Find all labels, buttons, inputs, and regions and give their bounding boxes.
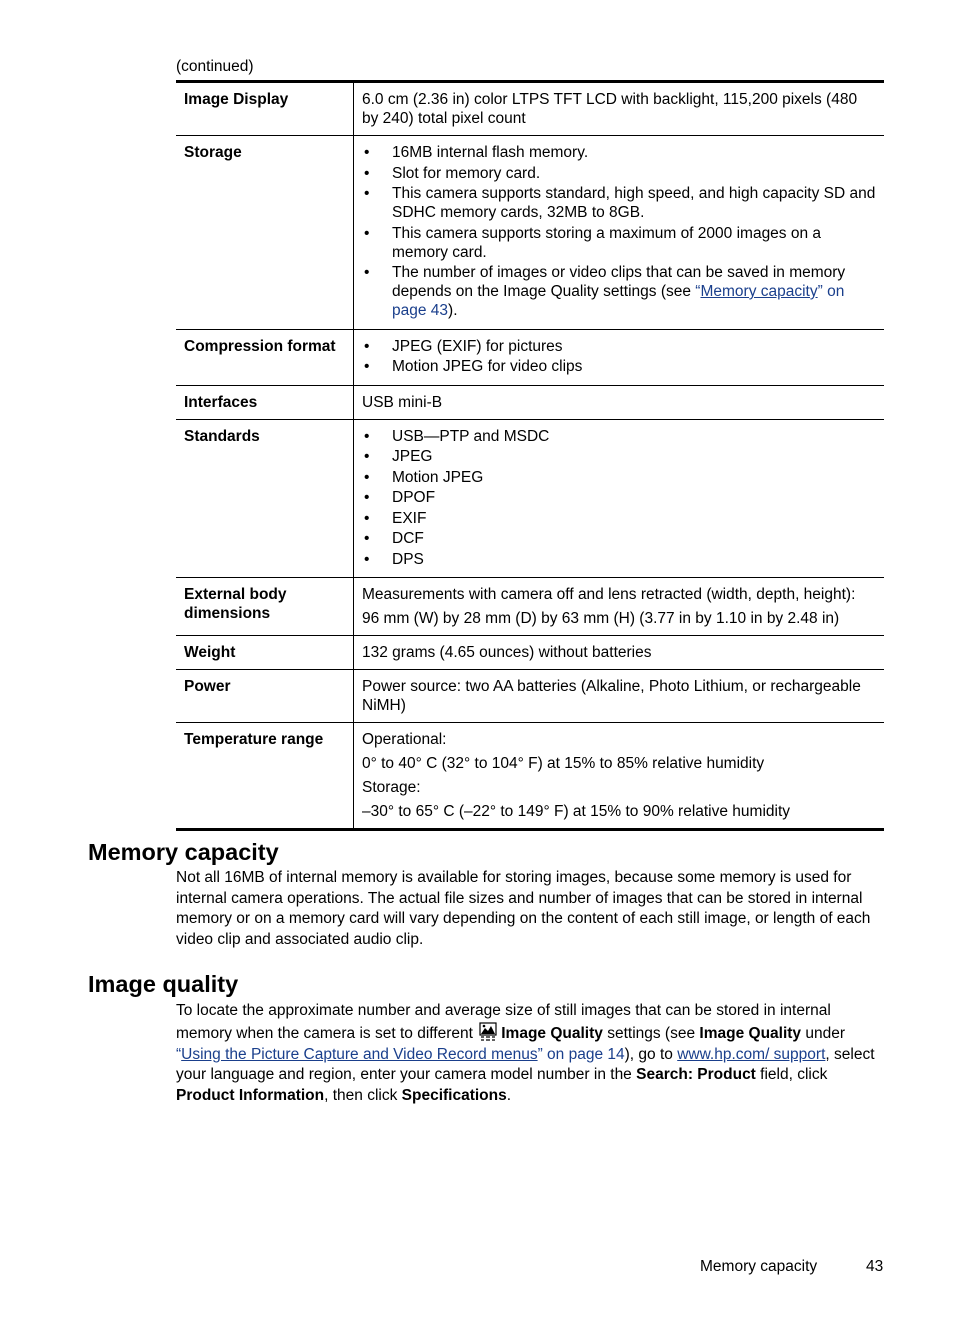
footer-section-title: Memory capacity — [700, 1258, 818, 1275]
image-quality-heading: Image quality — [88, 971, 239, 997]
list-item-text: The number of images or video clips that can be saved in memory depends on the Image Quality settings (see — [392, 264, 846, 300]
text-run: To locate the approximate number and average size of still images that can be stored in internal memory when the camera is set to different — [176, 1002, 831, 1042]
text-run: Specifications — [401, 1087, 507, 1105]
text-run: settings (see — [602, 1024, 700, 1042]
row-value — [354, 670, 885, 723]
list-item: • JPEG — [362, 447, 876, 466]
link-page-ref: ” on page 43 — [392, 283, 845, 319]
image-quality-icon — [479, 1022, 497, 1042]
text-run: field, click — [755, 1066, 828, 1084]
text-run: , select your language and region, enter your camera model number in the — [176, 1045, 875, 1084]
list-item: • Slot for memory card. — [362, 164, 876, 183]
list-item: • USB—PTP and MSDC — [362, 427, 876, 446]
list-item: • Motion JPEG — [362, 468, 876, 487]
bullet-list — [362, 143, 876, 320]
table-row — [176, 136, 884, 330]
link-quote: “ — [695, 283, 701, 300]
table-row — [176, 385, 884, 419]
row-value — [354, 636, 885, 670]
value-text: Power source: two AA batteries (Alkaline, Photo Lithium, or rechargeable NiMH) — [362, 678, 861, 714]
table-row — [176, 82, 884, 136]
table-row — [176, 419, 884, 578]
value-text: Storage: — [362, 779, 421, 796]
specifications-table — [176, 80, 884, 831]
text-run: , then click — [324, 1087, 402, 1105]
list-item: • JPEG (EXIF) for pictures — [362, 337, 876, 356]
text-run: under — [801, 1024, 846, 1042]
row-label: Storage — [176, 136, 354, 330]
memory-capacity-heading: Memory capacity — [88, 839, 279, 865]
row-value — [354, 419, 885, 578]
row-value — [354, 578, 885, 636]
value-text: –30° to 65° C (–22° to 149° F) at 15% to 90% relative humidity — [362, 803, 791, 820]
text-run: Product Information — [176, 1087, 325, 1105]
memory-capacity-text: Not all 16MB of internal memory is available for storing images, because some memory is used for internal camera operations. The actual file sizes and number of images that can be stored in internal memory or on a memory card will vary depending on the content of each still image, or length of each video clip and associated audio clip. — [176, 869, 871, 948]
link-text: Using the Picture Capture and Video Record menus — [181, 1045, 538, 1063]
table-row — [176, 723, 884, 830]
row-value — [354, 723, 885, 830]
table-row — [176, 670, 884, 723]
value-text: USB mini-B — [362, 393, 443, 411]
row-label: Interfaces — [176, 385, 354, 419]
list-item: • 16MB internal flash memory. — [362, 143, 876, 162]
link-text: www.hp.com/ support — [677, 1045, 826, 1063]
row-label: Compression format — [176, 329, 354, 385]
row-label: Power — [176, 670, 354, 723]
text-run: Image Quality — [501, 1024, 603, 1042]
list-item: • DCF — [362, 529, 876, 548]
table-row — [176, 578, 884, 636]
list-item: • DPOF — [362, 488, 876, 507]
page-number: 43 — [866, 1258, 884, 1275]
row-label: External body dimensions — [176, 578, 354, 636]
table-row — [176, 329, 884, 385]
value-text: 96 mm (W) by 28 mm (D) by 63 mm (H) (3.77 in by 1.10 in by 2.48 in) — [362, 610, 840, 627]
value-text: 0° to 40° C (32° to 104° F) at 15% to 85% relative humidity — [362, 755, 765, 772]
list-item — [362, 263, 876, 320]
bullet-list — [362, 427, 876, 569]
value-text: 132 grams (4.65 ounces) without batteries — [362, 644, 652, 661]
row-value — [354, 385, 885, 419]
list-item: • This camera supports storing a maximum of 2000 images on a memory card. — [362, 224, 876, 262]
list-item-text: ). — [448, 302, 458, 319]
row-label: Standards — [176, 419, 354, 578]
text-run: Search: Product — [636, 1066, 756, 1084]
image-quality-text — [176, 1001, 888, 1107]
row-label: Weight — [176, 636, 354, 670]
row-value — [354, 82, 885, 136]
list-item: • Motion JPEG for video clips — [362, 357, 876, 376]
text-run: . — [506, 1087, 512, 1105]
hp-support-link[interactable] — [677, 1046, 825, 1063]
link-text: Memory capacity — [700, 283, 818, 300]
link-page-ref: ” on page 14 — [537, 1045, 625, 1063]
table-row — [176, 636, 884, 670]
text-run: Image Quality — [699, 1024, 802, 1042]
text-run: ), go to — [624, 1045, 678, 1063]
value-text: Operational: — [362, 731, 447, 748]
row-label: Image Display — [176, 82, 354, 136]
row-value — [354, 329, 885, 385]
link-quote: “ — [176, 1045, 182, 1063]
list-item: • This camera supports standard, high speed, and high capacity SD and SDHC memory cards, 32MB to 8GB. — [362, 184, 876, 222]
value-text: 6.0 cm (2.36 in) color LTPS TFT LCD with backlight, 115,200 pixels (480 by 240) total pixel count — [362, 91, 858, 127]
row-value — [354, 136, 885, 330]
picture-capture-menus-link[interactable] — [176, 1046, 625, 1063]
bullet-list — [362, 337, 876, 377]
list-item: • DPS — [362, 550, 876, 569]
continued-label: (continued) — [176, 58, 254, 75]
value-text: Measurements with camera off and lens retracted (width, depth, height): — [362, 586, 856, 603]
row-label: Temperature range — [176, 723, 354, 830]
list-item: • EXIF — [362, 509, 876, 528]
